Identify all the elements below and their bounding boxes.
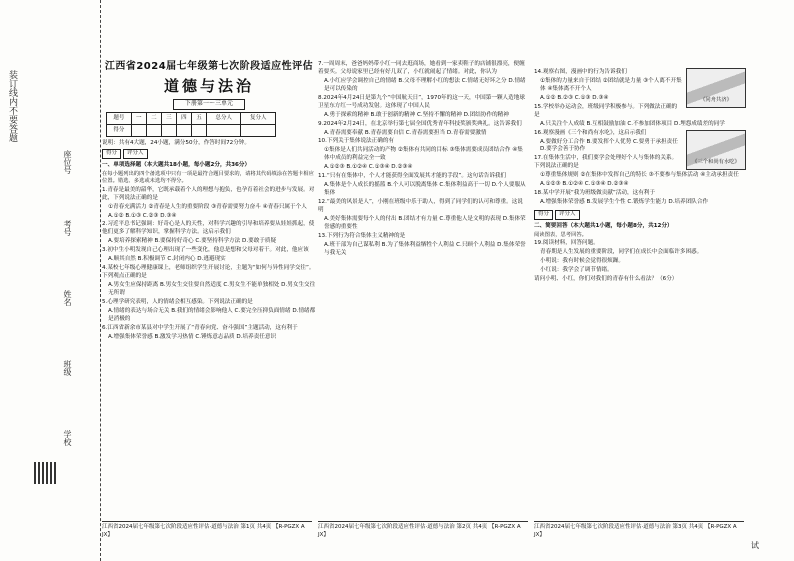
question-text: 9.2024年2月24日，在北京举行第七届全国优秀青年科技奖颁奖典礼。这告诉我们: [318, 120, 522, 127]
question-options: A.要培养探索精神 B.要保持好奇心 C.要坚持科学方法 D.要敢于质疑: [108, 238, 277, 245]
page-footer: 江西省2024届七年级第七次阶段适应性评估·道德与法治 第2页 共4页 【R-PGZX A JX】: [318, 521, 528, 532]
score-box: 得分: [534, 210, 553, 220]
section-2-desc: 阅读图表，思考回答。: [534, 231, 587, 238]
question-options: A.班干部为自己谋私利 B.为了集体利益牺牲个人利益 C.只顾个人利益 D.集体荣誉与我无关: [324, 241, 526, 256]
exam-title: 江西省2024届七年级第七次阶段适应性评估: [104, 61, 314, 72]
question-text: 11.“只有在集体中，个人才能获得全面发展其才能的手段”。这句话告诉我们: [318, 173, 507, 180]
score-header: 复分人: [241, 113, 276, 125]
question-text: 6.江西省新余市某县对中学生开展了“青春向党、奋斗强国”主题活动，这有利于: [102, 324, 298, 331]
question-options: A.小红应学会调控自己的情绪 B.父母不理解小红的想法 C.情绪无好坏之分 D.情绪是可以传染的: [324, 77, 526, 92]
cartoon-illustration: [686, 68, 746, 108]
score-header: 五: [191, 113, 206, 125]
question-options: A.集体是个人成长的摇篮 B.个人可以脱离集体 C.集体利益高于一切 D.个人要服从集体: [324, 182, 526, 197]
question-options: A.勇于探索的精神 B.敢于创新的精神 C.坚持不懈的精神 D.团结协作的精神: [324, 111, 509, 118]
score-cell[interactable]: [207, 125, 241, 137]
score-box: 得分: [102, 149, 121, 159]
exam-range: 下册第一～三单元: [173, 99, 245, 110]
score-row-label: 得分: [107, 125, 132, 137]
exam-notes: 说明：共有4大题，24小题，满分50分，作答时间72分钟。: [102, 140, 250, 146]
question-options: ①尊重集体规则 ②在集体中发挥自己的特长 ③不要参与集体活动 ④主动承担责任: [540, 172, 739, 179]
material-text: 青春期是人生发展的重要阶段，同学们在成长中会面临许多困惑。: [540, 249, 703, 256]
question-options: A.要做好分工合作 B.要发挥个人优势 C.要勇于承担责任 D.要学会善于协作: [540, 138, 678, 153]
question-text: 17.在集体生活中，我们要学会处理好个人与集体的关系。下列说法正确的是: [534, 155, 678, 170]
score-header: 三: [161, 113, 176, 125]
score-header: 四: [176, 113, 191, 125]
section-1-desc: 在每小题列出的四个备选项中只有一项是最符合题目要求的，请将其代码填涂在答题卡相应位置。错选、多选或未选均不得分。: [102, 170, 314, 185]
question-options: A.只关注个人成绩 B.互相鼓励加油 C.不参加团体项目 D.埋怨成绩差的同学: [540, 120, 725, 127]
question-options: A.①② B.②③ C.①③ D.③④: [540, 94, 609, 101]
score-header: 题号: [107, 113, 132, 125]
cartoon-caption: 《三个和尚有水吃》: [692, 158, 740, 165]
question-text: 10.下列关于集体说法正确的有: [318, 138, 395, 145]
question-options: A.情绪的表达与场合无关 B.我们的情绪会影响他人 C.要完全压抑负面情绪 D.情绪都是消极的: [108, 307, 316, 322]
score-table: [106, 112, 276, 137]
column-page-1: [102, 60, 316, 343]
question-text: 19.阅读材料，回答问题。: [534, 240, 599, 247]
material-text: 小红说：我学会了调节情绪。: [540, 267, 613, 274]
question-text: 8.2024年4月24日是第九个“中国航天日”，1970年的这一天，中国第一颗人造地球卫星东方红一号成功发射。这体现了中国人民: [318, 94, 525, 109]
question-text: 14.观察右图，漫画中的行为告诉我们: [534, 69, 627, 75]
binding-seat-label: 座位号: [63, 150, 72, 174]
question-text: 请问小明、小红，你们对我们的青春有什么看法？（6分）: [534, 276, 678, 282]
question-options: A.①② B.①③ C.②③ D.③④: [108, 212, 177, 219]
question-text: 4.某校七年级心理健康课上，老师组织学生开展讨论，主题为“如何与异性同学交往”。下列观点正确的是: [102, 265, 315, 280]
score-cell[interactable]: [161, 125, 176, 137]
question-options: A.增强集体荣誉感 B.发展学生个性 C.锻炼学生能力 D.培养团队合作: [540, 199, 709, 206]
question-text: 7.一周周末，爸爸妈妈带小红一同去逛商场，她看到一家卖鞋子的店铺很漂亮，便缠着要买。父母说家里已经有好几双了，小红就闹起了情绪。对此，你认为: [318, 61, 525, 75]
question-options: ①集体是人们共同活动的产物 ②集体有共同的目标 ③集体需要成员团结合作 ④集体中成员的利益完全一致: [324, 147, 523, 162]
page-footer: 江西省2024届七年级第七次阶段适应性评估·道德与法治 第3页 共4页 【R-PGZX A JX】: [534, 521, 744, 532]
grader-box: 评分人: [123, 149, 148, 159]
score-cell[interactable]: [191, 125, 206, 137]
section-1-title: 一、单项选择题（本大题共18小题，每小题2分，共36分）: [102, 161, 251, 168]
corner-mark: 试: [751, 541, 759, 550]
question-options: A.①②③ B.①②④ C.①③④ D.②③④: [540, 181, 629, 188]
question-text: 12.“最美的风景是人”，小刚在班级中乐于助人，得到了同学们的认可和尊重。这说明: [318, 199, 523, 213]
question-text: 16.观察漫画《三个和尚有水吃》，这启示我们: [534, 129, 647, 136]
question-text: 15.学校举办运动会，班级同学积极参与。下列做法正确的是: [534, 103, 678, 118]
score-cell[interactable]: [131, 125, 146, 137]
grader-box: 评分人: [555, 210, 580, 220]
question-options: A.增强集体荣誉感 B.激发学习热情 C.锤炼意志品质 D.培养责任意识: [108, 333, 277, 340]
material-text: 小明说：我有时候会觉得很烦躁。: [540, 258, 624, 265]
binding-class-label: 班级: [63, 360, 72, 376]
score-cell[interactable]: [146, 125, 161, 137]
question-options: A.美好集体需要每个人的付出 B.团结才有力量 C.尊重他人是文明的表现 D.集体荣誉感的重要性: [324, 215, 526, 230]
cartoon-illustration: [686, 130, 746, 170]
question-text: 2.习近平总书记强调：好奇心是人的天性，对科学兴趣的引导和培养要从娃娃抓起，使他们更多了解科学知识，掌握科学方法。这启示我们: [102, 221, 315, 236]
subject-title: 道德与法治: [163, 77, 254, 96]
score-header: 总分人: [207, 113, 241, 125]
binding-name-label: 姓名: [63, 290, 72, 306]
question-text: 1.青春是最美的韶华，它既承载着个人的理想与抱负，也孕育着社会的进步与发展。对此，下列说法正确的是: [102, 186, 315, 201]
score-header: 二: [146, 113, 161, 125]
question-options: A.①②③ B.①②④ C.①③④ D.②③④: [324, 164, 413, 171]
column-page-3: [534, 68, 746, 285]
score-header: 一: [131, 113, 146, 125]
question-options: ①集体的力量来自于团结 ②团结就是力量 ③个人离不开集体 ④集体离不开个人: [540, 77, 682, 92]
qr-code-icon: [34, 462, 56, 484]
binding-exam-number-label: 考号: [63, 220, 72, 236]
binding-school-label: 学校: [63, 430, 72, 446]
section-2-title: 二、简要回答（本大题共1小题，每小题8分，共12分）: [534, 222, 673, 229]
question-text: 13.下列行为符合集体主义精神的是: [318, 232, 406, 239]
question-text: 3.初中生小明发现自己心理出现了一些变化，他总是想和父母对着干。对此，他应该: [102, 247, 309, 254]
score-cell[interactable]: [176, 125, 191, 137]
page-footer: 江西省2024届七年级第七次阶段适应性评估·道德与法治 第1页 共4页 【R-PGZX A JX】: [102, 521, 312, 532]
cartoon-caption: 《同舟共济》: [700, 97, 732, 103]
question-text: 5.心理学研究表明，人的情绪会相互感染。下列说法正确的是: [102, 298, 253, 305]
question-text: 18.某中学开展“我为班级做贡献”活动，这有利于: [534, 190, 655, 197]
score-cell[interactable]: [241, 125, 276, 137]
binding-notice: 装订线内不要答题: [7, 70, 17, 142]
binding-margin: [0, 0, 101, 561]
column-page-2: [318, 60, 526, 259]
question-options: A.男女生应保持距离 B.男女生交往要自然适度 C.男女生不能单独相处 D.男女生交往无所谓: [108, 282, 316, 296]
question-options: A.青春需要奉献 B.青春需要自信 C.青春需要担当 D.青春需要激情: [324, 129, 487, 136]
question-options: ①青春充满活力 ②青春是人生的重要阶段 ③青春需要努力奋斗 ④青春只属于个人: [108, 203, 307, 210]
question-options: A.顺其自然 B.积极调节 C.封闭内心 D.逃避现实: [108, 256, 226, 263]
